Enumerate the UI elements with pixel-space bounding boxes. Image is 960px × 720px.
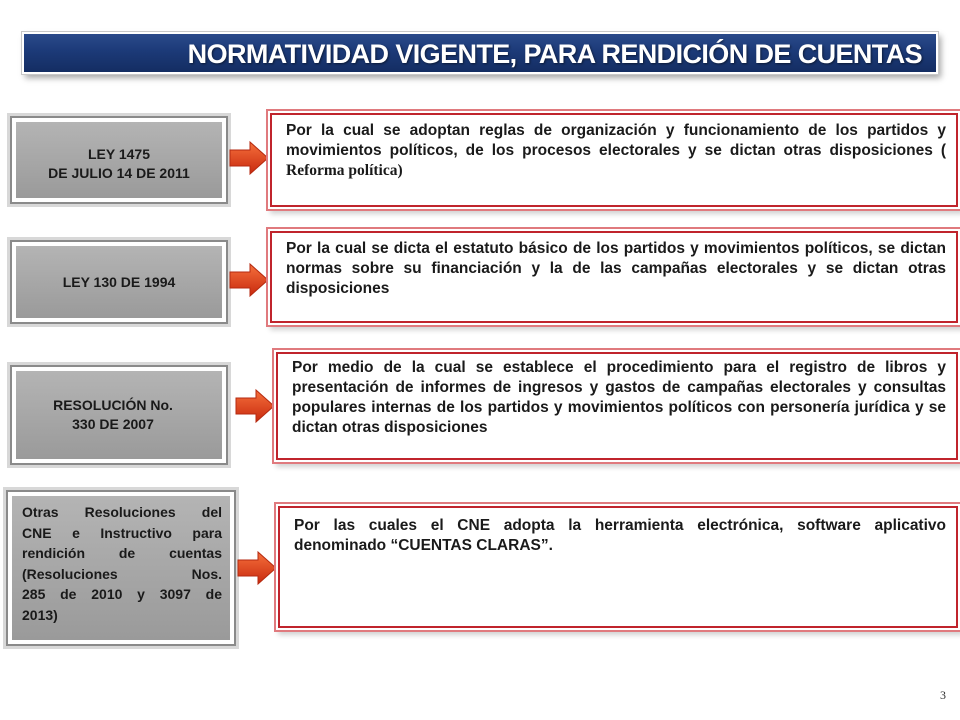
page-number: 3 — [940, 688, 946, 702]
label-line: 2013) — [22, 606, 58, 623]
right-arrow-icon — [228, 262, 270, 298]
title-bar — [22, 32, 938, 74]
right-arrow-icon — [228, 140, 270, 176]
label-line: Otras Resoluciones del — [22, 504, 222, 520]
right-arrow-icon — [236, 550, 278, 586]
law-label-2: LEY 130 DE 1994 — [12, 242, 226, 322]
description-text: Por la cual se adoptan reglas de organización y funcionamiento de los partidos y movimientos políticos, de los procesos electorales y se dictan otras disposiciones ( — [286, 122, 946, 159]
law-description-2: Por la cual se dicta el estatuto básico de los partidos y movimientos políticos, se dictan normas sobre su financiación y la de las campañas electorales y se dictan otras disposiciones — [270, 231, 958, 323]
law-label-1: LEY 1475 DE JULIO 14 DE 2011 — [12, 118, 226, 202]
description-emphasis: Reforma política) — [286, 162, 403, 179]
label-line: (Resoluciones Nos. — [22, 565, 222, 582]
law-description-4: Por las cuales el CNE adopta la herramienta electrónica, software aplicativo denominado “CUENTAS CLARAS”. — [278, 506, 958, 628]
law-description-1 — [270, 113, 958, 207]
label-line: CNE e Instructivo para — [22, 524, 222, 541]
law-description-3: Por medio de la cual se establece el procedimiento para el registro de libros y presentación de informes de ingresos y gastos de campañas electorales y consultas populares internas de los partidos y movimientos políticos con personería jurídica y se dictan otras disposiciones — [276, 352, 958, 460]
right-arrow-icon — [234, 388, 276, 424]
page-title: NORMATIVIDAD VIGENTE, PARA RENDICIÓN DE CUENTAS — [187, 39, 922, 69]
law-label-4 — [8, 492, 234, 644]
law-label-3: RESOLUCIÓN No. 330 DE 2007 — [12, 367, 226, 463]
label-line: 285 de 2010 y 3097 de — [22, 586, 222, 602]
label-line: rendición de cuentas — [22, 545, 222, 561]
